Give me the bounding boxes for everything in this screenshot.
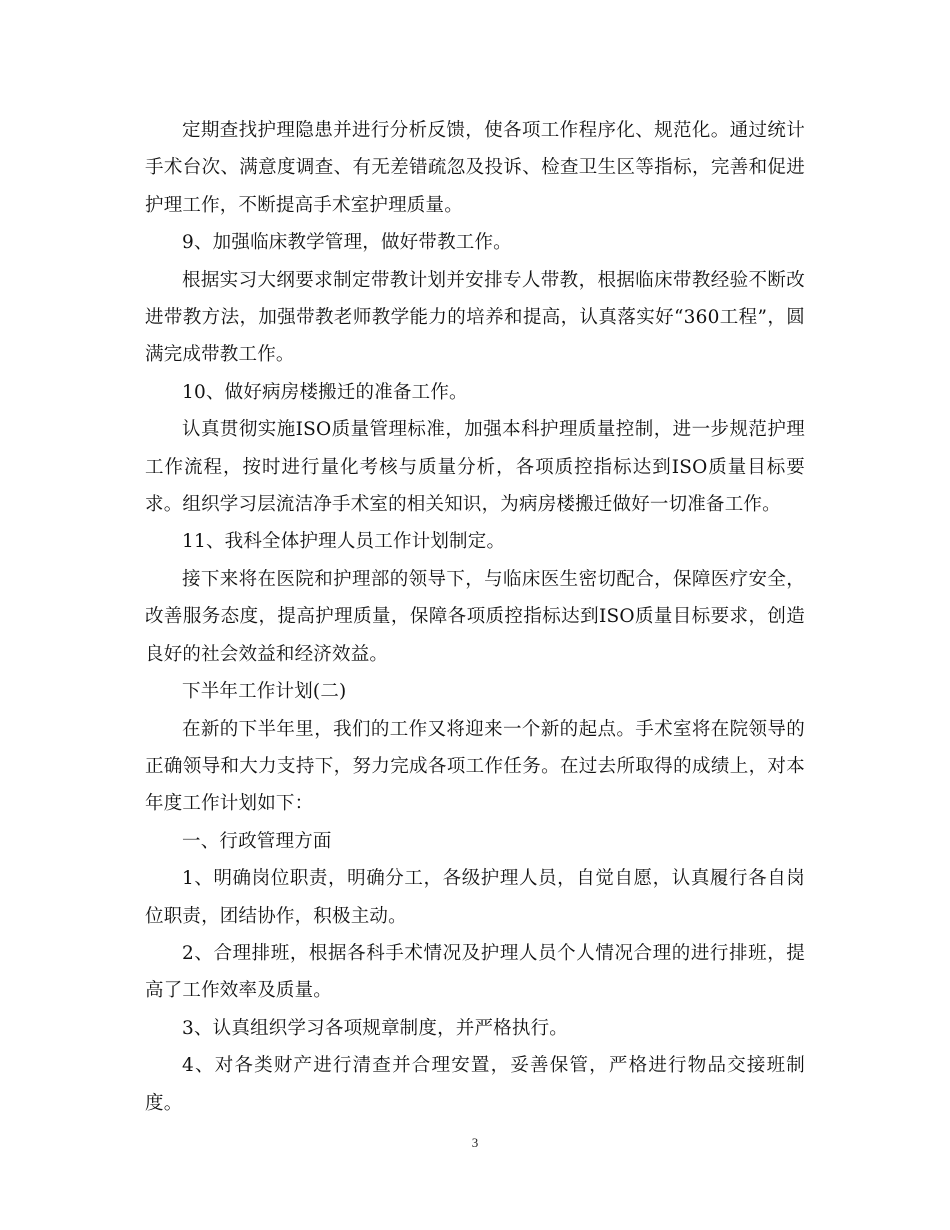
paragraph-10: 一、行政管理方面 bbox=[182, 830, 332, 852]
paragraph-2: 9、加强临床教学管理，做好带教工作。 bbox=[182, 232, 512, 254]
paragraph-8: 下半年工作计划(二) bbox=[182, 681, 347, 703]
paragraph-12: 2、合理排班，根据各科手术情况及护理人员个人情况合理的进行排班，提高了工作效率及质量。 bbox=[145, 942, 805, 1002]
paragraph-1: 定期查找护理隐患并进行分析反馈，使各项工作程序化、规范化。通过统计手术台次、满意度调查、有无差错疏忽及投诉、检查卫生区等指标，完善和促进护理工作，不断提高手术室护理质量。 bbox=[145, 120, 805, 216]
paragraph-5: 认真贯彻实施ISO质量管理标准，加强本科护理质量控制，进一步规范护理工作流程，按时进行量化考核与质量分析，各项质控指标达到ISO质量目标要求。组织学习层流洁净手术室的相关知识，为病房楼搬迁做好一切准备工作。 bbox=[145, 419, 805, 516]
paragraph-11: 1、明确岗位职责，明确分工，各级护理人员，自觉自愿，认真履行各自岗位职责，团结协作，积极主动。 bbox=[145, 868, 805, 927]
page-number: 3 bbox=[471, 1135, 479, 1150]
paragraph-6: 11、我科全体护理人员工作计划制定。 bbox=[182, 531, 506, 553]
paragraph-13: 3、认真组织学习各项规章制度，并严格执行。 bbox=[182, 1017, 568, 1039]
paragraph-9: 在新的下半年里，我们的工作又将迎来一个新的起点。手术室将在院领导的正确领导和大力支持下，努力完成各项工作任务。在过去所取得的成绩上，对本年度工作计划如下： bbox=[145, 718, 805, 815]
document-body bbox=[145, 112, 805, 1122]
paragraph-7: 接下来将在医院和护理部的领导下，与临床医生密切配合，保障医疗安全，改善服务态度，提高护理质量，保障各项质控指标达到ISO质量目标要求，创造良好的社会效益和经济效益。 bbox=[145, 568, 805, 665]
paragraph-14: 4、对各类财产进行清查并合理安置，妥善保管，严格进行物品交接班制度。 bbox=[145, 1055, 805, 1114]
paragraph-3: 根据实习大纲要求制定带教计划并安排专人带教，根据临床带教经验不断改进带教方法，加强带教老师教学能力的培养和提高，认真落实好“360工程”，圆满完成带教工作。 bbox=[145, 269, 805, 366]
paragraph-4: 10、做好病房楼搬迁的准备工作。 bbox=[182, 381, 468, 403]
